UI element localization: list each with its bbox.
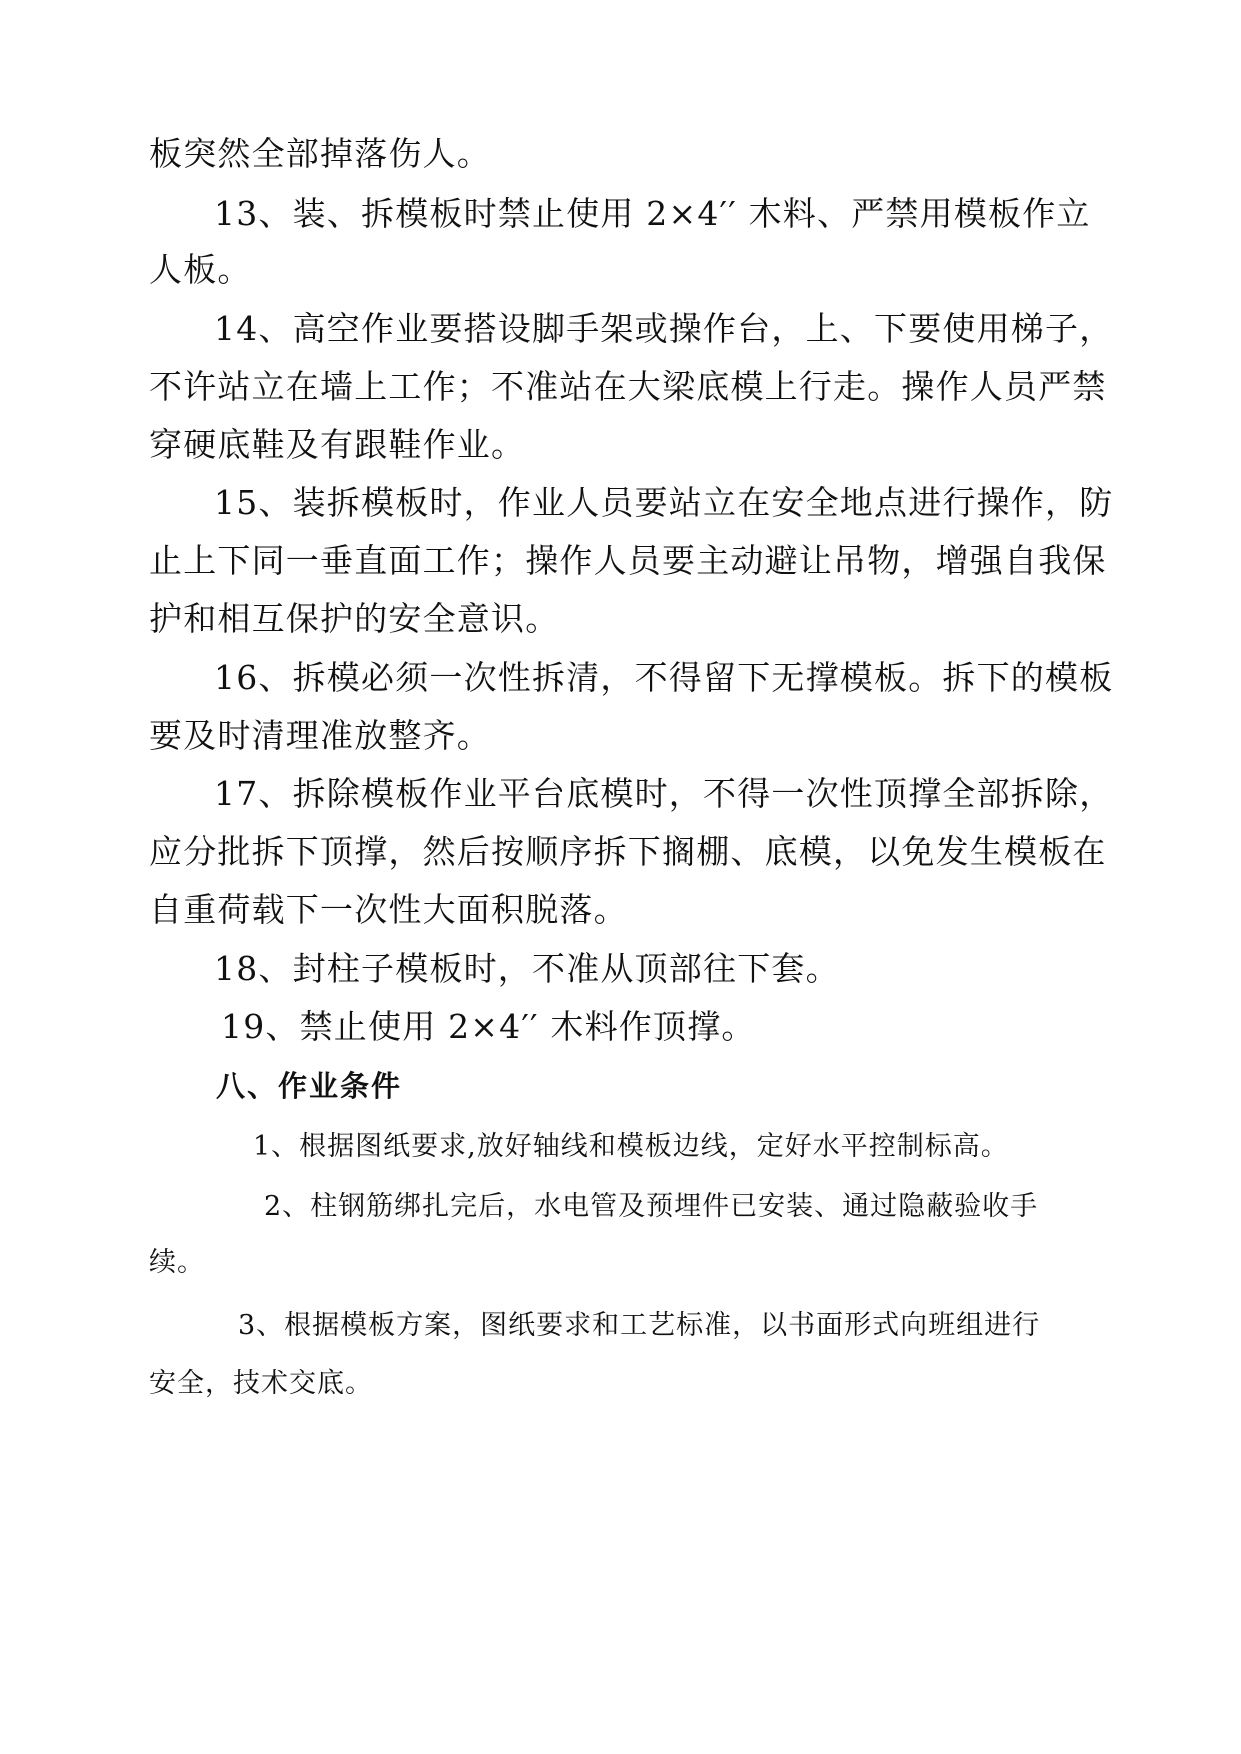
text-line: 要及时清理准放整齐。 bbox=[149, 716, 491, 755]
text-line: 板突然全部掉落伤人。 bbox=[149, 134, 491, 173]
text-line: 3、根据模板方案，图纸要求和工艺标准，以书面形式向班组进行 bbox=[238, 1310, 1041, 1341]
text-line: 16、拆模必须一次性拆清，不得留下无撑模板。拆下的模板 bbox=[214, 658, 1114, 697]
text-line: 应分批拆下顶撑，然后按顺序拆下搁棚、底模，以免发生模板在 bbox=[149, 832, 1107, 871]
text-line: 不许站立在墙上工作；不准站在大梁底模上行走。操作人员严禁 bbox=[149, 367, 1107, 406]
text-line: 安全，技术交底。 bbox=[149, 1368, 373, 1399]
text-line: 15、装拆模板时，作业人员要站立在安全地点进行操作，防 bbox=[214, 483, 1114, 522]
text-line: 14、高空作业要搭设脚手架或操作台，上、下要使用梯子， bbox=[214, 309, 1114, 348]
text-line: 13、装、拆模板时禁止使用 2×4′′ 木料、严禁用模板作立 bbox=[214, 194, 1091, 233]
text-line: 1、根据图纸要求,放好轴线和模板边线，定好水平控制标高。 bbox=[253, 1131, 1009, 1162]
text-line: 续。 bbox=[149, 1247, 205, 1278]
text-line: 止上下同一垂直面工作；操作人员要主动避让吊物，增强自我保 bbox=[149, 541, 1107, 580]
section-heading: 八、作业条件 bbox=[216, 1069, 403, 1103]
text-line: 17、拆除模板作业平台底模时，不得一次性顶撑全部拆除， bbox=[214, 774, 1114, 813]
text-line: 穿硬底鞋及有跟鞋作业。 bbox=[149, 425, 526, 464]
text-line: 人板。 bbox=[149, 250, 252, 289]
text-line: 自重荷载下一次性大面积脱落。 bbox=[149, 890, 628, 929]
text-line: 18、封柱子模板时，不准从顶部往下套。 bbox=[214, 949, 840, 988]
text-line: 2、柱钢筋绑扎完后，水电管及预埋件已安装、通过隐蔽验收手 bbox=[264, 1191, 1039, 1222]
text-line: 19、禁止使用 2×4′′ 木料作顶撑。 bbox=[221, 1007, 756, 1046]
text-line: 护和相互保护的安全意识。 bbox=[149, 599, 560, 638]
